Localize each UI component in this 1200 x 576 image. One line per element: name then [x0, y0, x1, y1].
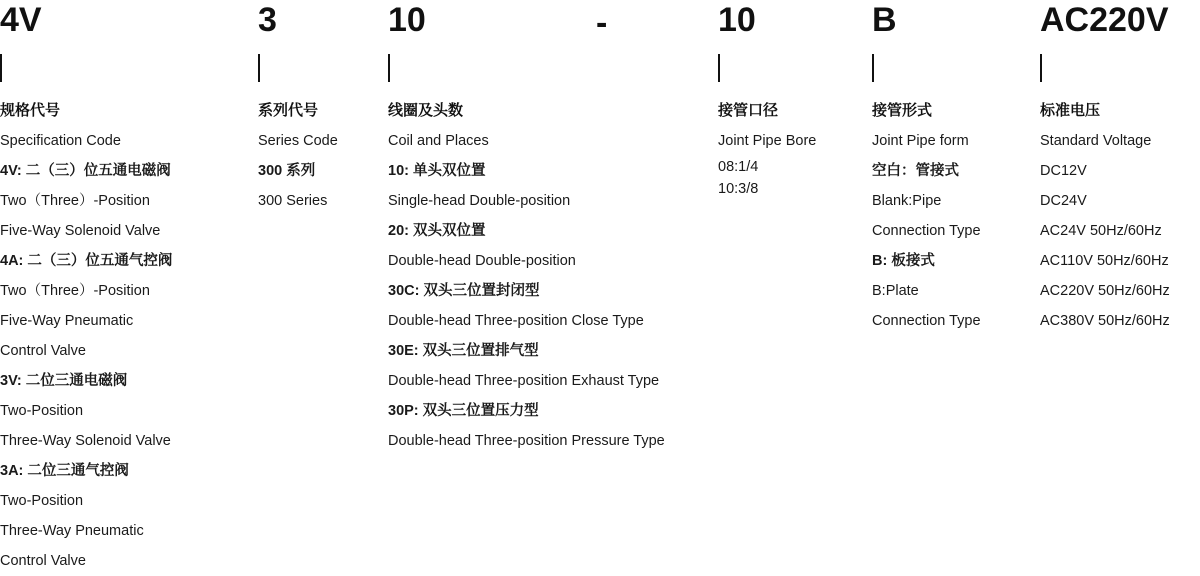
group-title-voltage: 标准电压: [1040, 102, 1101, 119]
list-item: Double-head Three-position Close Type: [388, 313, 644, 329]
column-standard-voltage: [1040, 0, 1200, 336]
list-item: AC24V 50Hz/60Hz: [1040, 223, 1162, 239]
list-item: 30P: 双头三位置压力型: [388, 403, 539, 419]
lines-series: [258, 126, 378, 216]
list-item: Joint Pipe form: [872, 133, 969, 149]
list-item: DC12V: [1040, 163, 1087, 179]
list-item: Standard Voltage: [1040, 133, 1152, 149]
list-item: Two（Three）-Position: [0, 193, 150, 209]
list-item: Connection Type: [872, 223, 981, 239]
code-row: [258, 0, 378, 46]
leader-line-series: [258, 54, 378, 94]
code-value-bore: 10: [718, 1, 756, 39]
list-item: Three-Way Solenoid Valve: [0, 433, 171, 449]
list-item: 10:3/8: [718, 181, 759, 197]
list-item: 300 Series: [258, 193, 328, 209]
code-value-voltage: AC220V: [1040, 1, 1169, 39]
group-title-row: [872, 94, 1037, 120]
leader-stem-icon: [258, 54, 260, 82]
group-title-row: [388, 94, 708, 120]
list-item: AC380V 50Hz/60Hz: [1040, 313, 1170, 329]
code-row: [718, 0, 868, 46]
list-item: Double-head Three-position Pressure Type: [388, 433, 665, 449]
leader-line-bore: [718, 54, 868, 94]
list-item: Control Valve: [0, 553, 86, 569]
list-item: Connection Type: [872, 313, 981, 329]
leader-line-voltage: [1040, 54, 1200, 94]
code-row: [388, 0, 708, 46]
lines-form: [872, 126, 1037, 336]
column-joint-pipe-bore: [718, 0, 868, 200]
leader-line-specification: [0, 54, 250, 94]
column-series-code: [258, 0, 378, 216]
list-item: Control Valve: [0, 343, 86, 359]
list-item: 08:1/4: [718, 159, 759, 175]
list-item: Single-head Double-position: [388, 193, 571, 209]
group-title-coil: 线圈及头数: [388, 102, 464, 119]
list-item: Two-Position: [0, 403, 84, 419]
list-item: 3V: 二位三通电磁阀: [0, 373, 128, 389]
code-separator-dash: -: [596, 4, 608, 42]
list-item: B: 板接式: [872, 253, 935, 269]
code-row: [1040, 0, 1200, 46]
group-title-bore: 接管口径: [718, 102, 779, 119]
list-item: 30E: 双头三位置排气型: [388, 343, 539, 359]
column-joint-pipe-form: [872, 0, 1037, 336]
code-value-specification: 4V: [0, 1, 42, 39]
list-item: 4V: 二（三）位五通电磁阀: [0, 163, 171, 179]
list-item: Series Code: [258, 133, 338, 149]
list-item: AC110V 50Hz/60Hz: [1040, 253, 1169, 269]
list-item: 4A: 二（三）位五通气控阀: [0, 253, 173, 269]
list-item: 空白：管接式: [872, 163, 959, 179]
list-item: 30C: 双头三位置封闭型: [388, 283, 540, 299]
code-value-series: 3: [258, 1, 277, 39]
list-item: 10: 单头双位置: [388, 163, 486, 179]
leader-stem-icon: [388, 54, 390, 82]
group-title-specification: 规格代号: [0, 102, 61, 119]
lines-bore: [718, 126, 868, 200]
list-item: Double-head Double-position: [388, 253, 576, 269]
list-item: 20: 双头双位置: [388, 223, 486, 239]
list-item: Two（Three）-Position: [0, 283, 150, 299]
leader-line-form: [872, 54, 1037, 94]
list-item: Joint Pipe Bore: [718, 133, 817, 149]
list-item: B:Plate: [872, 283, 919, 299]
group-title-form: 接管形式: [872, 102, 933, 119]
code-row: [872, 0, 1037, 46]
group-title-row: [258, 94, 378, 120]
group-title-row: [718, 94, 868, 120]
group-title-row: [1040, 94, 1200, 120]
list-item: Five-Way Pneumatic: [0, 313, 134, 329]
leader-stem-icon: [872, 54, 874, 82]
leader-stem-icon: [0, 54, 2, 82]
column-coil-and-places: [388, 0, 708, 456]
leader-stem-icon: [1040, 54, 1042, 82]
column-specification-code: [0, 0, 250, 576]
list-item: 3A: 二位三通气控阀: [0, 463, 129, 479]
group-title-row: [0, 94, 250, 120]
list-item: Three-Way Pneumatic: [0, 523, 144, 539]
lines-voltage: [1040, 126, 1200, 336]
leader-stem-icon: [718, 54, 720, 82]
list-item: AC220V 50Hz/60Hz: [1040, 283, 1170, 299]
list-item: 300 系列: [258, 163, 316, 179]
list-item: Coil and Places: [388, 133, 489, 149]
list-item: Blank:Pipe: [872, 193, 942, 209]
list-item: Two-Position: [0, 493, 84, 509]
list-item: Specification Code: [0, 133, 121, 149]
group-title-series: 系列代号: [258, 102, 319, 119]
list-item: Five-Way Solenoid Valve: [0, 223, 161, 239]
lines-coil: [388, 126, 708, 456]
list-item: DC24V: [1040, 193, 1087, 209]
leader-line-coil: [388, 54, 708, 94]
code-value-form: B: [872, 1, 897, 39]
list-item: Double-head Three-position Exhaust Type: [388, 373, 660, 389]
code-value-coil: 10: [388, 1, 426, 39]
code-row: [0, 0, 250, 46]
